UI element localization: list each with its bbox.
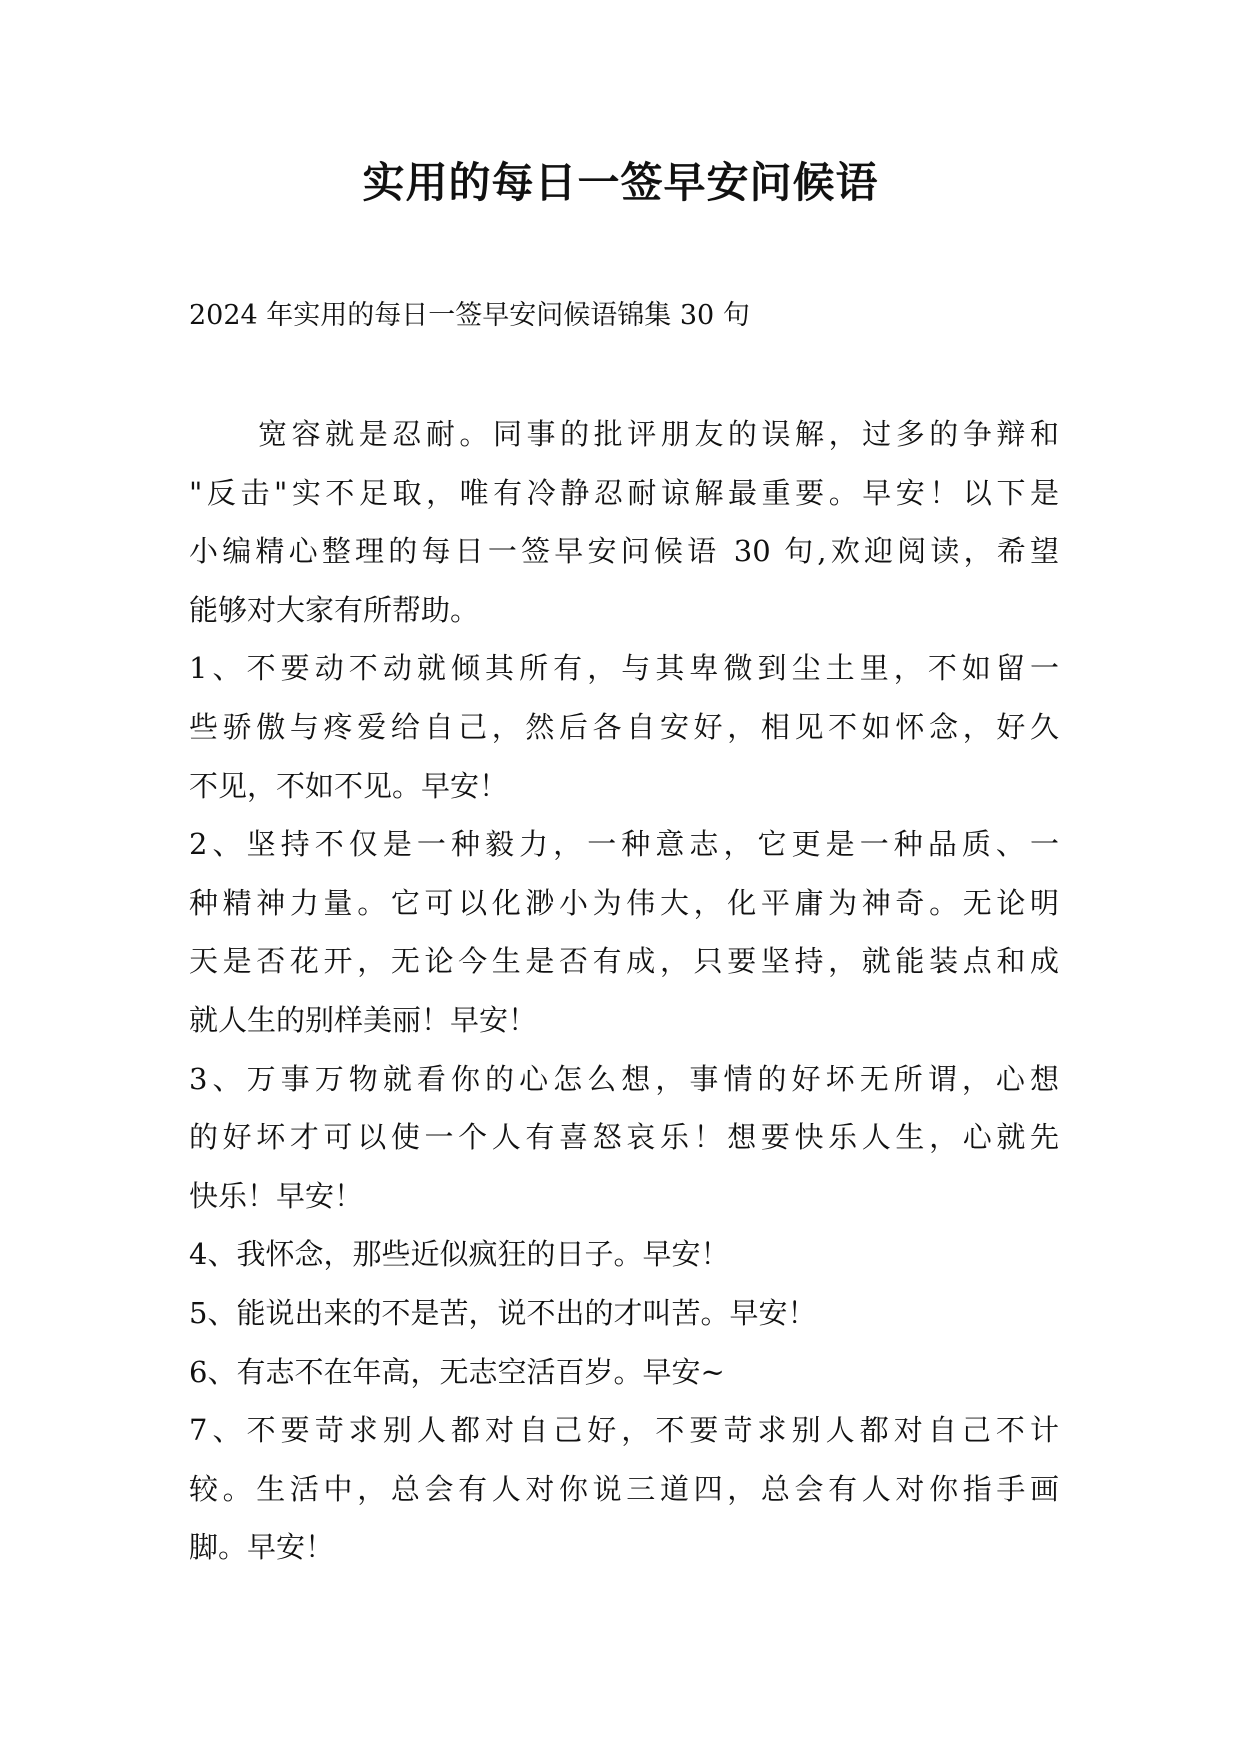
item-3-line: 的好坏才可以使一个人有喜怒哀乐！想要快乐人生，心就先	[189, 1120, 1059, 1155]
item-2-line: 就人生的别样美丽！早安！	[189, 1002, 538, 1037]
intro-line: 小编精心整理的每日一签早安问候语 30 句,欢迎阅读，希望	[189, 534, 1059, 569]
item-2-line: 种精神力量。它可以化渺小为伟大，化平庸为神奇。无论明	[189, 885, 1059, 920]
item-4-line: 4、我怀念，那些近似疯狂的日子。早安！	[189, 1237, 730, 1272]
item-5-line: 5、能说出来的不是苦，说不出的才叫苦。早安！	[189, 1295, 817, 1330]
item-2-line: 天是否花开，无论今生是否有成，只要坚持，就能装点和成	[189, 944, 1059, 979]
item-3-line: 快乐！早安！	[189, 1178, 364, 1213]
document-subtitle: 2024 年实用的每日一签早安问候语锦集 30 句	[189, 300, 750, 331]
item-3-line: 3、万事万物就看你的心怎么想，事情的好坏无所谓，心想	[189, 1061, 1059, 1096]
document-body	[189, 405, 1059, 1577]
item-7-line: 7、不要苛求别人都对自己好，不要苛求别人都对自己不计	[189, 1413, 1059, 1448]
document-title: 实用的每日一签早安问候语	[362, 158, 879, 207]
intro-line: "反击"实不足取，唯有冷静忍耐谅解最重要。早安！以下是	[189, 475, 1059, 510]
item-6-line: 6、有志不在年高，无志空活百岁。早安~	[189, 1354, 725, 1389]
item-2-line: 2、坚持不仅是一种毅力，一种意志，它更是一种品质、一	[189, 827, 1059, 862]
intro-line: 能够对大家有所帮助。	[189, 592, 480, 627]
item-7-line: 较。生活中，总会有人对你说三道四，总会有人对你指手画	[189, 1471, 1059, 1506]
item-7-line: 脚。早安！	[189, 1530, 335, 1565]
item-1-line: 1、不要动不动就倾其所有，与其卑微到尘土里，不如留一	[189, 651, 1059, 686]
item-1-line: 不见，不如不见。早安！	[189, 768, 509, 803]
intro-line: 宽容就是忍耐。同事的批评朋友的误解，过多的争辩和	[258, 417, 1059, 451]
item-1-line: 些骄傲与疼爱给自己，然后各自安好，相见不如怀念，好久	[189, 709, 1059, 744]
